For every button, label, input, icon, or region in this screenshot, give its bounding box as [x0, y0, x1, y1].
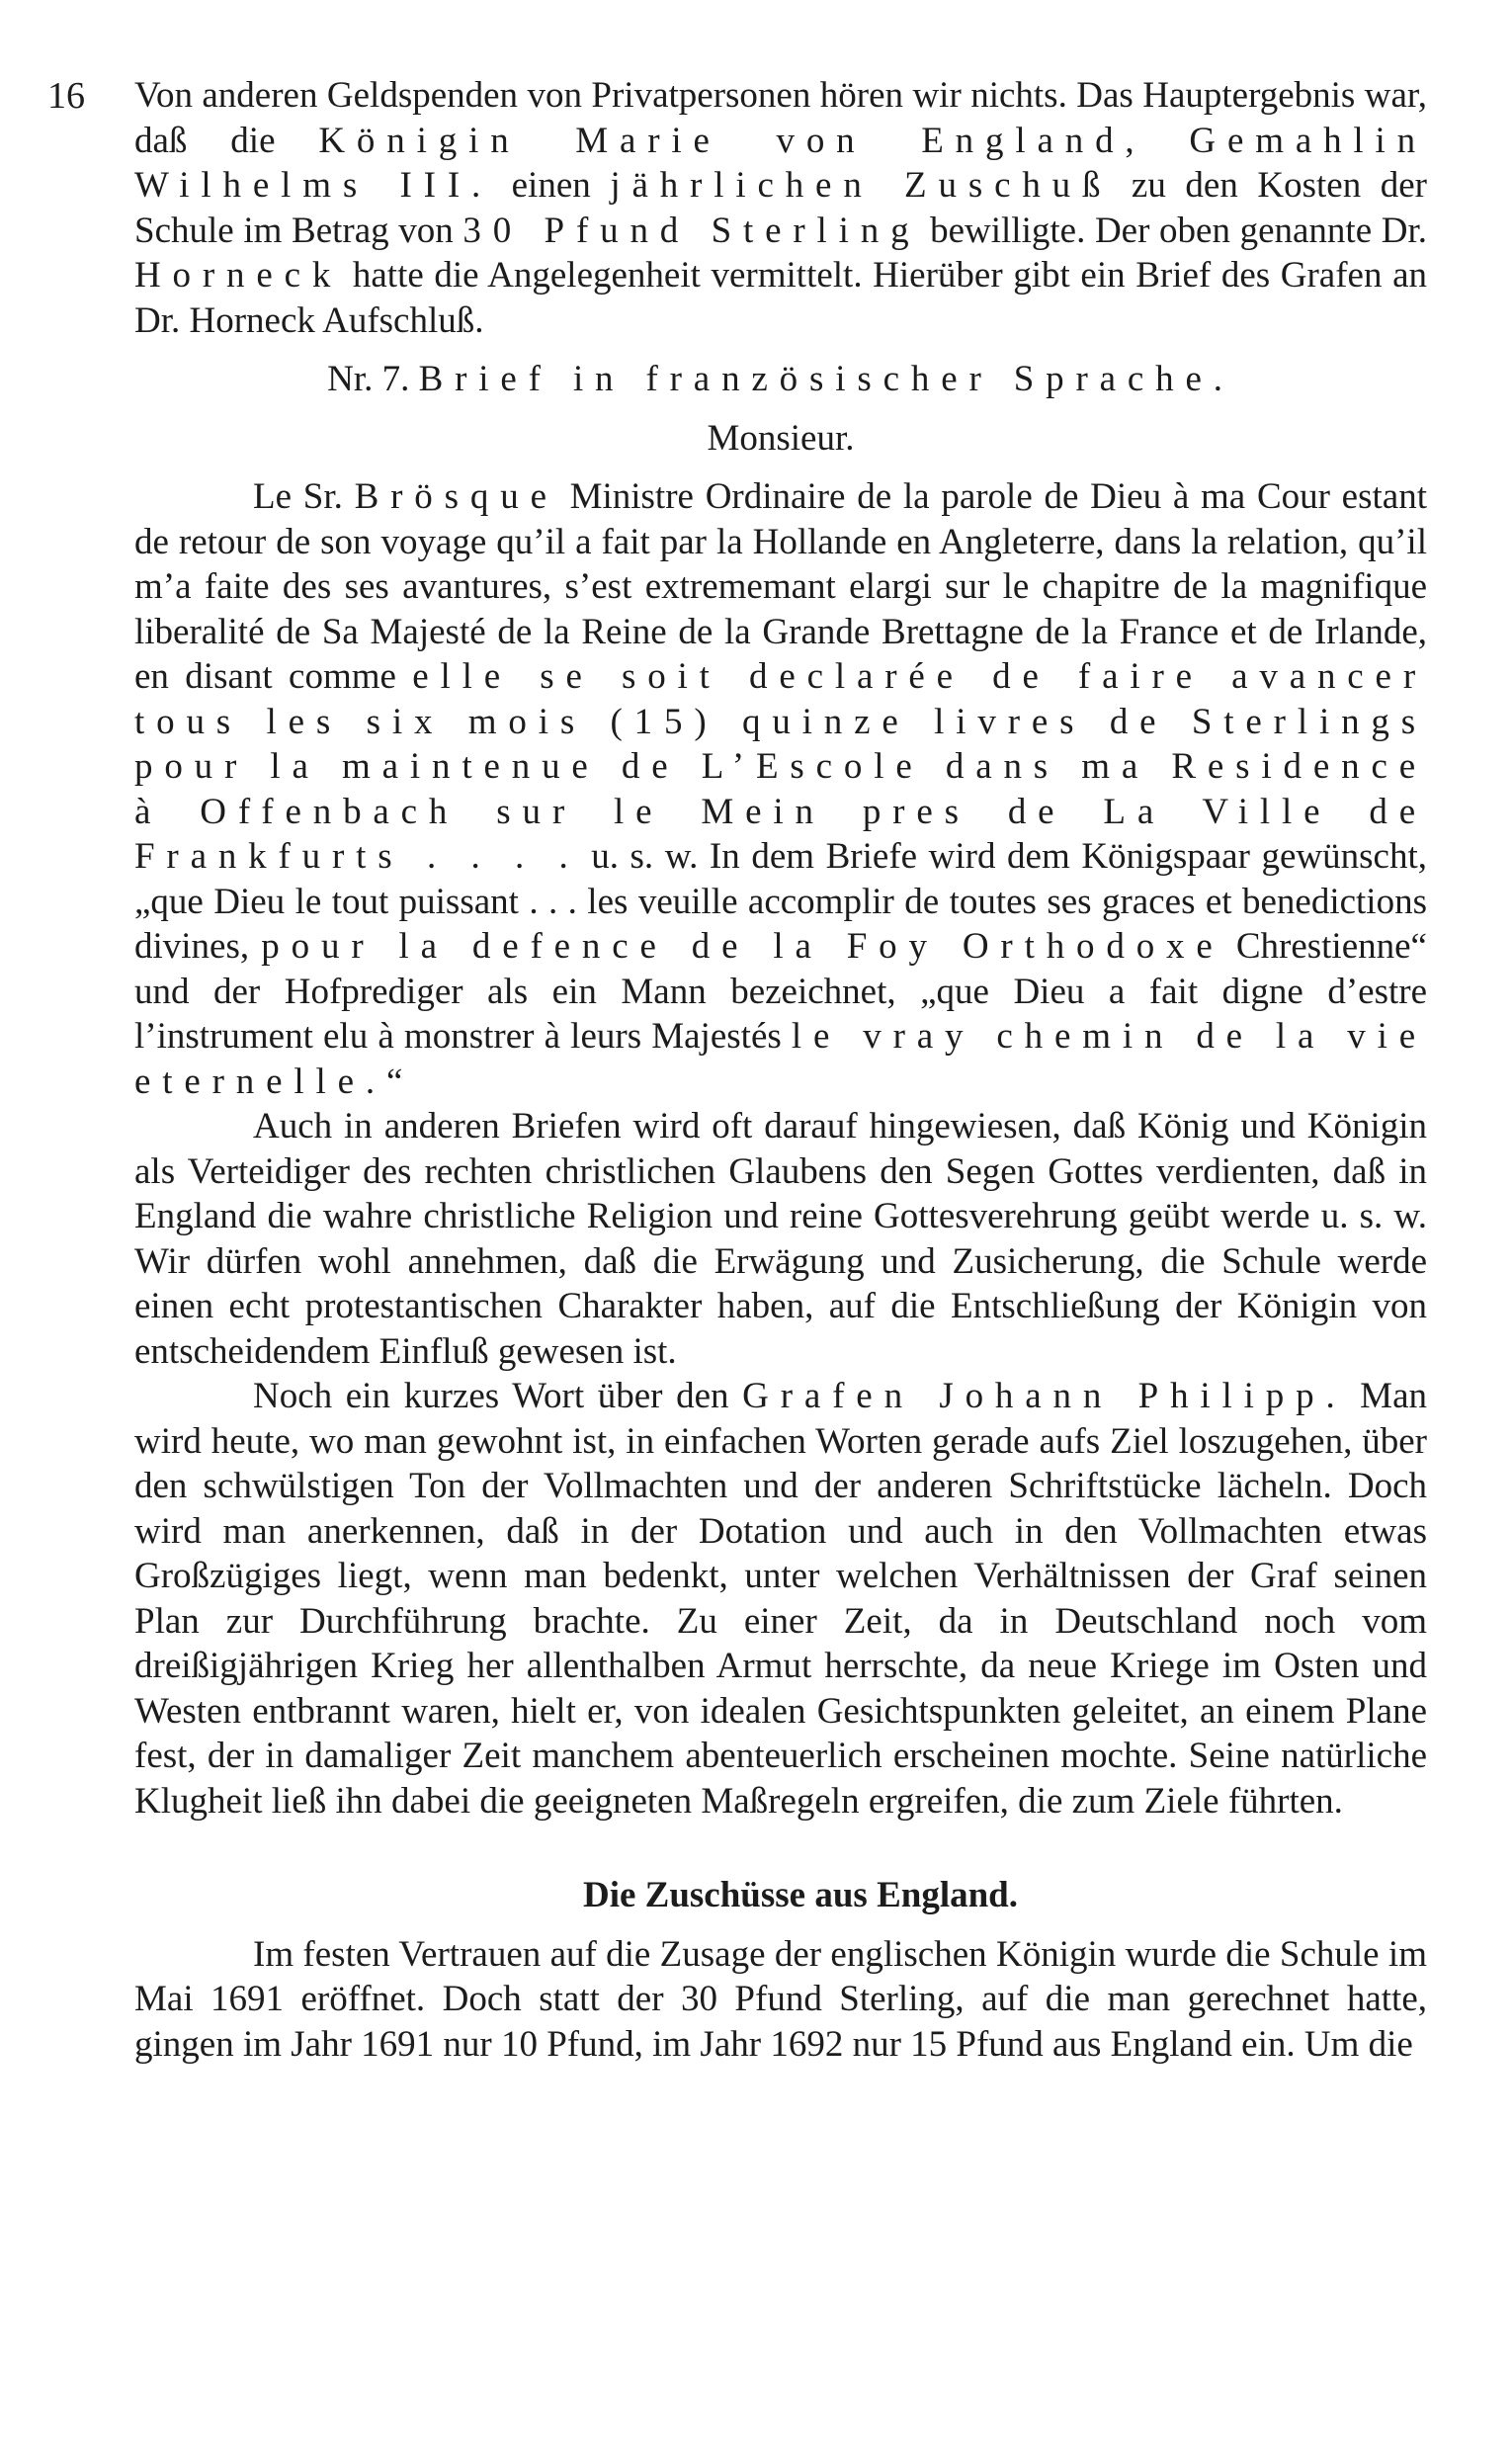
- intro-text: hatte die Angelegenheit vermittelt. Hierüber gibt ein Brief des Grafen an Dr. Horneck Aufschluß.: [134, 255, 1427, 341]
- paragraph-text: Man wird heute, wo man gewohnt ist, in einfachen Worten gerade aufs Ziel loszugehen, über den schwülstigen Ton der Vollmachten und der anderen Schriftstücke lächeln. Doch wird man anerkennen, daß in der Dotation und auch in den Vollmachten etwas Großzügiges liegt, wenn man bedenkt, unter welchen Verhältnissen der Graf seinen Plan zur Durchführung brachte. Zu einer Zeit, da in Deutschland noch vom dreißigjährigen Krieg her allenthalben Armut herrschte, da neue Kriege im Osten und Westen entbrannt waren, hielt er, von idealen Gesichtspunkten geleitet, an einem Plane fest, der in damaliger Zeit manchem abenteuerlich erscheinen mochte. Seine natürliche Klugheit ließ ihn dabei die geeigneten Maßregeln ergreifen, die zum Ziele führten.: [134, 1376, 1427, 1822]
- spaced-subsidy: jährlichen Zuschuß: [610, 165, 1113, 206]
- paragraph-other-letters: Auch in anderen Briefen wird oft darauf hingewiesen, daß König und Königin als Verteidiger des rechten christlichen Glaubens den Segen Gottes verdienten, daß in England die wahre christliche Religion und reine Gottesverehrung geübt werde u. s. w. Wir dürfen wohl annehmen, daß die Erwägung und Zusicherung, die Schule werde einen echt protestantischen Charakter haben, auf die Entschließung der Königin von entscheidendem Einfluß gewesen ist.: [134, 1106, 1427, 1372]
- intro-text: [1146, 121, 1190, 161]
- letter-text: Ministre Ordinaire de la parole de Dieu à ma Cour estant de retour de son voyage qu’il a fait par la Hollande en Angleterre, dans la relation, qu’il m’a faite des ses avantures, s’est extrememant elargi sur le chapitre de la magnifique liberalité de Sa Majesté de la Reine de la Grande Brettagne de la France et de Irlande, en disant comme: [134, 476, 1427, 697]
- spaced-queen-name: Königin Marie von England,: [318, 120, 1146, 161]
- spaced-horneck: Horneck: [134, 255, 343, 296]
- letter-text: u. s. w. In dem Briefe wird dem Königspaar gewünscht, „que Dieu le tout puissant . . . les veuille accomplir de toutes ses graces et benedictions divines,: [134, 836, 1427, 967]
- spaced-letter-quote: elle se soit declarée de faire avancer tous les six mois (15) quinze livres de Sterlings pour la maintenue de L’Escole dans ma Residence à Offenbach sur le Mein pres de La Ville de Frankfurts . . . .: [134, 656, 1427, 877]
- page-number: 16: [47, 75, 85, 117]
- section-heading: Die Zuschüsse aus England.: [582, 1875, 1019, 1915]
- intro-text: Von anderen Geldspenden von Privatpersonen hören wir nichts. Das Hauptergebnis war, daß die: [134, 75, 1427, 161]
- spaced-minister-name: Brösque: [354, 476, 558, 517]
- spaced-eternal-life: le vray chemin de la vie eternelle.: [134, 1016, 1427, 1102]
- letter-heading: [134, 357, 1427, 402]
- paragraph-subsidies: Im festen Vertrauen auf die Zusage der englischen Königin wurde die Schule im Mai 1691 eröffnet. Doch statt der 30 Pfund Sterling, auf die man gerechnet hatte, gingen im Jahr 1691 nur 10 Pfund, im Jahr 1692 nur 15 Pfund aus England ein. Um die: [134, 1933, 1427, 2065]
- spaced-amount: 30 Pfund Sterling: [462, 210, 921, 251]
- letter-text: Le Sr.: [253, 476, 355, 517]
- intro-text: zu den Kosten der Schule im Betrag von: [134, 165, 1427, 251]
- spaced-consort: Gemahlin Wilhelms III.: [134, 120, 1428, 206]
- page-body: [134, 73, 1427, 2067]
- spaced-count-name: Grafen Johann Philipp.: [742, 1376, 1347, 1416]
- letter-paragraph: [134, 474, 1427, 1104]
- intro-text: bewilligte. Der oben genannte Dr.: [920, 210, 1427, 251]
- letter-text: Chrestienne“ und der Hofprediger als ein Mann bezeichnet, „que Dieu a fait digne d’estre l’instrument elu à monstrer à leurs Majestés: [134, 926, 1427, 1057]
- letter-salutation: Monsieur.: [707, 417, 855, 459]
- intro-paragraph: [134, 73, 1427, 343]
- paragraph-count: [134, 1374, 1427, 1824]
- intro-text: einen: [492, 165, 611, 206]
- letter-text: “: [386, 1061, 403, 1102]
- spaced-defence: pour la defence de la Foy Orthodoxe: [261, 926, 1224, 967]
- letter-number: Nr. 7.: [327, 359, 410, 399]
- letter-title: Brief in französischer Sprache.: [418, 359, 1234, 399]
- paragraph-text: Noch ein kurzes Wort über den: [253, 1376, 743, 1416]
